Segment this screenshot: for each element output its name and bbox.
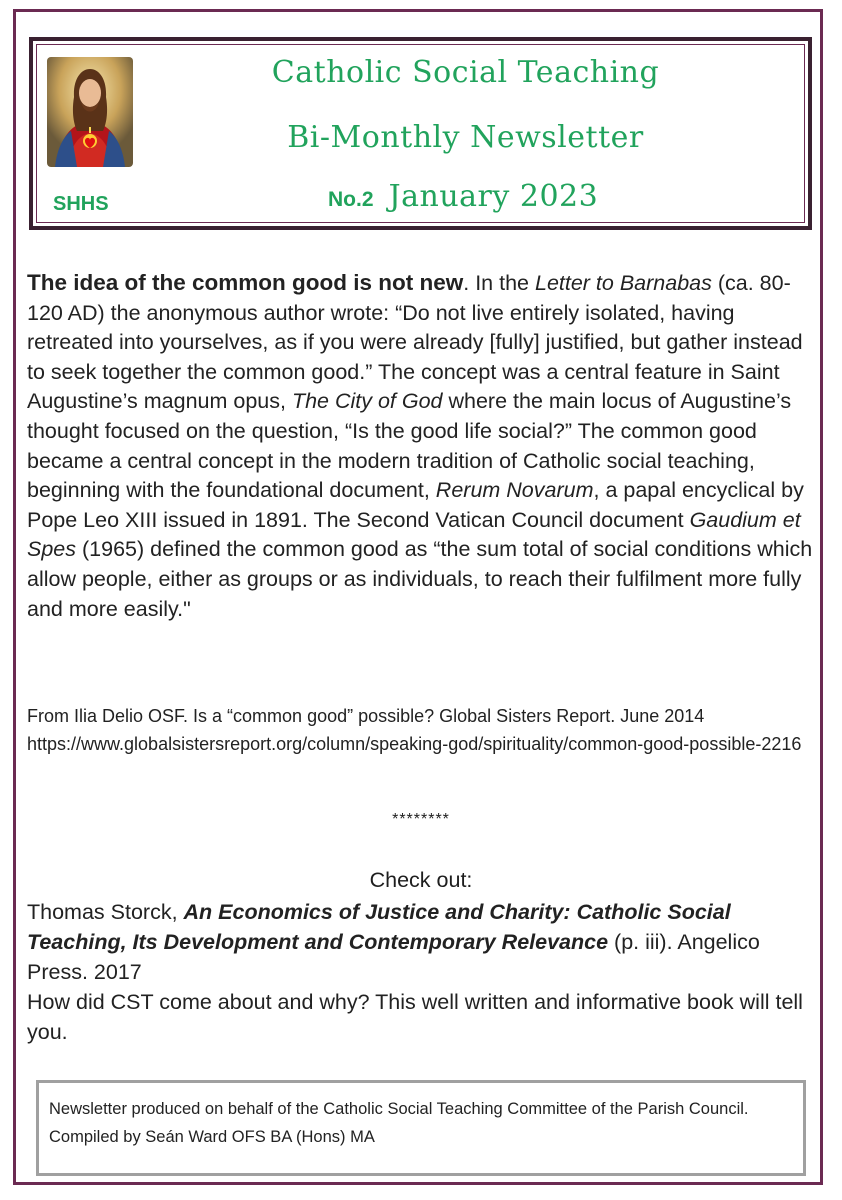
citation-text: From Ilia Delio OSF. Is a “common good” possible? Global Sisters Report. June 2014	[27, 706, 705, 726]
sacred-heart-portrait-icon	[47, 57, 133, 167]
footer-note	[36, 1080, 806, 1176]
article-text-2: (ca. 80-120 AD) the anonymous author wrote: “Do not live entirely isolated, having retreated into yourselves, as if you were already [fully] justified, but gather instead to seek together the common good.” The concept was a central feature in Saint Augustine’s magnum opus,	[27, 271, 803, 414]
citation-url[interactable]: https://www.globalsistersreport.org/column/speaking-god/spirituality/common-good-possible-2216	[27, 734, 802, 754]
newsletter-header	[29, 37, 812, 230]
article-body	[27, 268, 822, 624]
article-italic-2: The City of God	[291, 389, 443, 414]
book-publisher: (p. iii). Angelico Press. 2017	[27, 930, 760, 984]
section-divider: ********	[392, 811, 450, 828]
newsletter-subtitle: Bi-Monthly Newsletter	[287, 120, 644, 155]
source-citation	[27, 702, 822, 758]
book-title: An Economics of Justice and Charity: Catholic Social Teaching, Its Development and Contemporary Relevance	[27, 900, 731, 954]
article-italic-3: Rerum Novarum	[435, 478, 594, 503]
issue-date: January 2023	[388, 179, 599, 214]
org-abbreviation: SHHS	[53, 193, 109, 215]
book-author: Thomas Storck,	[27, 900, 184, 924]
article-italic-1: Letter to Barnabas	[534, 271, 712, 295]
check-out-heading: Check out:	[369, 868, 473, 892]
book-blurb: How did CST come about and why? This well written and informative book will tell you.	[27, 990, 803, 1044]
footer-text: Newsletter produced on behalf of the Catholic Social Teaching Committee of the Parish Council. Compiled by Seán Ward OFS BA (Hons) MA	[49, 1100, 749, 1146]
article-lead: The idea of the common good is not new	[27, 270, 464, 295]
article-text-3: where the main locus of Augustine’s thought focused on the question, “Is the good life social?” The common good became a central concept in the modern tradition of Catholic social teaching, beginning with the foundational document,	[27, 389, 792, 503]
article-text-1: . In the	[463, 271, 535, 295]
article-text-4: , a papal encyclical by Pope Leo XIII issued in 1891. The Second Vatican Council document	[27, 478, 804, 532]
newsletter-title: Catholic Social Teaching	[271, 55, 660, 90]
article-italic-4: Gaudium et Spes	[27, 507, 801, 562]
book-recommendation	[27, 897, 817, 1047]
issue-info	[328, 179, 598, 214]
issue-number: No.2	[328, 188, 374, 211]
article-text-5: (1965) defined the common good as “the sum total of social conditions which allow people, either as groups or as individuals, to reach their fulfilment more fully and more easily."	[27, 537, 813, 621]
